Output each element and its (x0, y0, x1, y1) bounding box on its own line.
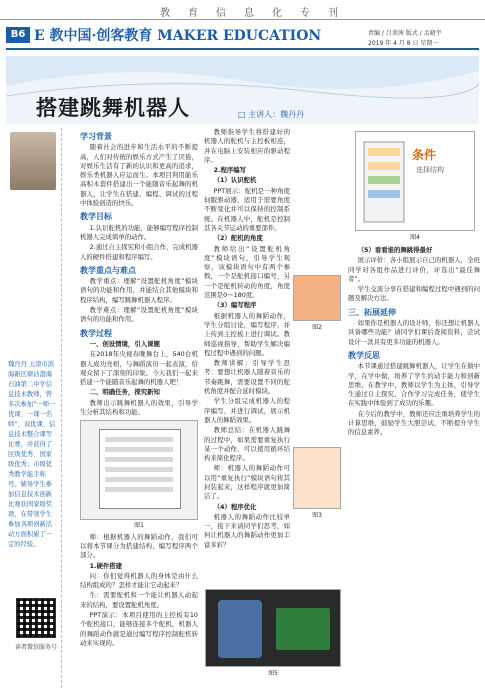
figure-3-wrapper (292, 444, 342, 521)
heading-reflection: 教学反思 (348, 350, 380, 360)
subheading: 1.硬件搭建 (89, 561, 123, 570)
paragraph: 2.通过自主探究和小组合作，完成机器人的硬件搭建和程序编写。 (80, 243, 198, 261)
paragraph: 教学难点：理解“设置舵机角度”模块语句的功能和作用。 (80, 306, 198, 324)
subheading: （3）编写程序 (213, 301, 257, 310)
subheading: 2.程序编写 (213, 166, 247, 175)
paragraph: 1.认识舵机的功能，能够编写程序控制机器人完成简单的动作。 (80, 223, 198, 241)
panel-row (105, 467, 173, 472)
paragraph: 问：你们觉得机器人的身体是由什么结构组成的？怎样才能让它动起来？ (80, 571, 198, 590)
subheading: （4）程序优化 (213, 502, 257, 511)
paragraph: 学生分组完成机器人的程序编写，并进行调试，展示机器人的舞蹈效果。 (204, 397, 290, 424)
subheading: 一、创设情境，引入课题 (89, 339, 160, 348)
qr-code-icon (16, 598, 56, 638)
author-photo (10, 132, 56, 190)
author-sidebar (8, 128, 62, 688)
figure-caption: 图1 (134, 522, 144, 530)
heading-process: 教学过程 (80, 328, 112, 338)
masthead (0, 24, 485, 52)
paragraph: 学生交流分享在搭建和编程过程中遇到的问题及解决方法。 (348, 285, 480, 303)
panel-row (105, 447, 173, 452)
paragraph: 教师给出“设置舵机角度”模块语句，引导学生观察，该模块语句中有两个参数，一个是舵机接口编号，另一个是舵机转动的角度，角度范围是0～180度。 (204, 244, 290, 300)
figure-2-wrapper (292, 272, 342, 333)
heading-goals: 教学目标 (80, 212, 112, 222)
paragraph: 教学重点：理解“设置舵机角度”模块语句的功能和作用，并能结合其他模块和程序结构，编写跳舞机器人程序。 (80, 277, 198, 304)
figure-3-loop-block (293, 447, 341, 509)
heading-extension: 三、拓展延伸 (348, 307, 396, 317)
masthead-rule (6, 48, 479, 50)
figure-4-wrapper (354, 128, 476, 243)
paragraph: PPT展示：舵机是一种角度伺服驱动器，适用于需要角度不断变化并可以保持的控制系统。在机器人中，舵机是控制其各关节运动的重要部件。 (204, 186, 290, 232)
paragraph: 教师总结：在机器人跳舞的过程中，如果需要重复执行某一个动作，可以使用循环结构来简化程序。 (204, 426, 290, 463)
figure-caption: 图4 (410, 234, 420, 241)
figure-caption: 图2 (312, 324, 322, 331)
panel-row (105, 437, 173, 442)
selection-structure-label: 选择结构 (416, 166, 444, 174)
editor-credit: 责编 / 吕翠茜 版式 / 孟晓宇 (368, 30, 442, 37)
article-title: 搭建跳舞机器人 (36, 96, 190, 120)
paragraph: 随着社会的进步和生活水平的不断提高，人们对传统的娱乐方式产生了厌倦，对娱乐生活有了新的认识和更高的追求，娱乐类机器人应运而生。本项目利用能乐高积木套件搭建出一个能随音乐起舞的机器人，让学生在搭建、编程、调试的过程中体验创造的快乐。 (80, 143, 198, 208)
section-title: E 教中国·创客教育 MAKER EDUCATION (34, 28, 322, 44)
paragraph: 展示评价：各小组展示自己的机器人，全班同学对各组作品进行评价，评选出“最佳舞者”。 (348, 256, 480, 283)
panel-row (105, 487, 173, 492)
subheading: （5）看看谁的舞跳得最好 (357, 246, 433, 254)
qr-caption: 读者微信服务号 (14, 644, 57, 651)
figure-caption: 图5 (268, 670, 278, 677)
paragraph: 师：机器人的舞蹈动作可以用“重复执行”模块语句将其封装起来，这样程序就更加简洁了。 (204, 464, 290, 501)
page-number: B6 (6, 27, 30, 43)
column-2 (204, 128, 290, 551)
column-1 (80, 128, 198, 649)
top-strip (0, 0, 485, 20)
condition-label: 条件 (412, 148, 437, 162)
subheading: （1）认识舵机 (213, 176, 257, 185)
author-bio: 魏丹丹 天津市滨海新区塘沽渤海石油第二中学信息技术教师，曾多次参加“一师一优课、一课一名师”、双优课、信息技术整合课等比赛，并获得了区级优秀、国家级优秀；市级优秀教学能手称号。辅导学生参加信息技术创新比赛获国家级奖项，在带领学生参加各项创新活动方面积累了一定的经验。 (8, 361, 56, 548)
subheading: （2）舵机的角度 (213, 234, 263, 243)
article-banner (6, 56, 479, 124)
heading-background: 学习背景 (80, 132, 112, 141)
figure-4-condition-diagram (355, 131, 475, 231)
paragraph: 根据机器人的舞蹈动作，学生分组讨论，编写程序，并上传到主控板上进行调试。教师巡视指导，帮助学生解决编程过程中遇到的问题。 (204, 311, 290, 357)
figure-5-wrapper (204, 586, 342, 679)
article-byline: □ 主讲人：魏丹丹 (238, 110, 305, 119)
column-3 (348, 246, 480, 439)
heading-key-points: 教学重点与难点 (80, 265, 136, 275)
paragraph: 师：根据机器人的舞蹈动作，我们可以将本节课分为搭建结构、编写程序两个部分。 (80, 532, 198, 560)
paragraph: 如果你是机器人的设计师，你还想让机器人具备哪些功能？请同学们课后查阅资料，尝试设计一款具有更多功能的机器人。 (348, 319, 480, 346)
paragraph: 在今后的教学中，教师还应注重培养学生的计算思维，鼓励学生大胆尝试，不断提升学生的信息素养。 (348, 409, 480, 437)
top-letters: 教育信息化专刊 (160, 8, 356, 19)
figure-1-screenshot (80, 420, 198, 520)
robot-image (218, 600, 262, 658)
paragraph: 教师指导学生将搭建好的机器人的舵机与主控板相连，并在电脑上安装相应的驱动程序。 (204, 128, 290, 164)
paragraph: PPT演示：本项目使用的主控板有10个舵机接口，能够连接多个舵机，机器人的舞蹈动作就是通过编写程序控制舵机转动来实现的。 (80, 610, 198, 647)
figure-2-code-block (293, 275, 341, 321)
panel-row (105, 457, 173, 462)
paragraph: 教师出示跳舞机器人的效果，引导学生分析其结构和功能。 (80, 398, 198, 417)
paragraph: 生：需要舵机和一个能让机器人动起来的结构，要设置舵机角度。 (80, 591, 198, 609)
figure-caption: 图3 (312, 512, 322, 519)
paragraph: 机器人的舞蹈动作比较单一，接下来请同学们思考，如何让机器人的舞蹈动作更加丰富多彩？ (204, 512, 290, 549)
figure-5-robot-photo (205, 589, 341, 667)
paragraph: 教师讲解：引导学生思考：要想让机器人随着音乐的节奏跳舞，需要设置不同的舵机角度并配合延时模块。 (204, 359, 290, 396)
panel-row (105, 477, 173, 482)
issue-date: 2019 年 4 月 8 日 星期一 (368, 40, 439, 47)
paragraph: 本节课通过搭建跳舞机器人，让学生在做中学，在学中做，培养了学生的动手能力和创新思维。在教学中，教师以学生为主体，引导学生通过自主探究、合作学习完成任务，使学生在实践中体验到了成功的乐趣。 (348, 362, 480, 408)
paragraph: 在2018年央视春晚舞台上，540台机器人成功亮相，与舞蹈演员一起表演，给观众留下了深刻的印象。今天我们一起来搭建一个能随音乐起舞的机器人吧！ (80, 350, 198, 387)
controller-board-image (276, 608, 330, 650)
top-divider (0, 19, 485, 20)
subheading: 二、明确任务，探究新知 (89, 388, 160, 397)
